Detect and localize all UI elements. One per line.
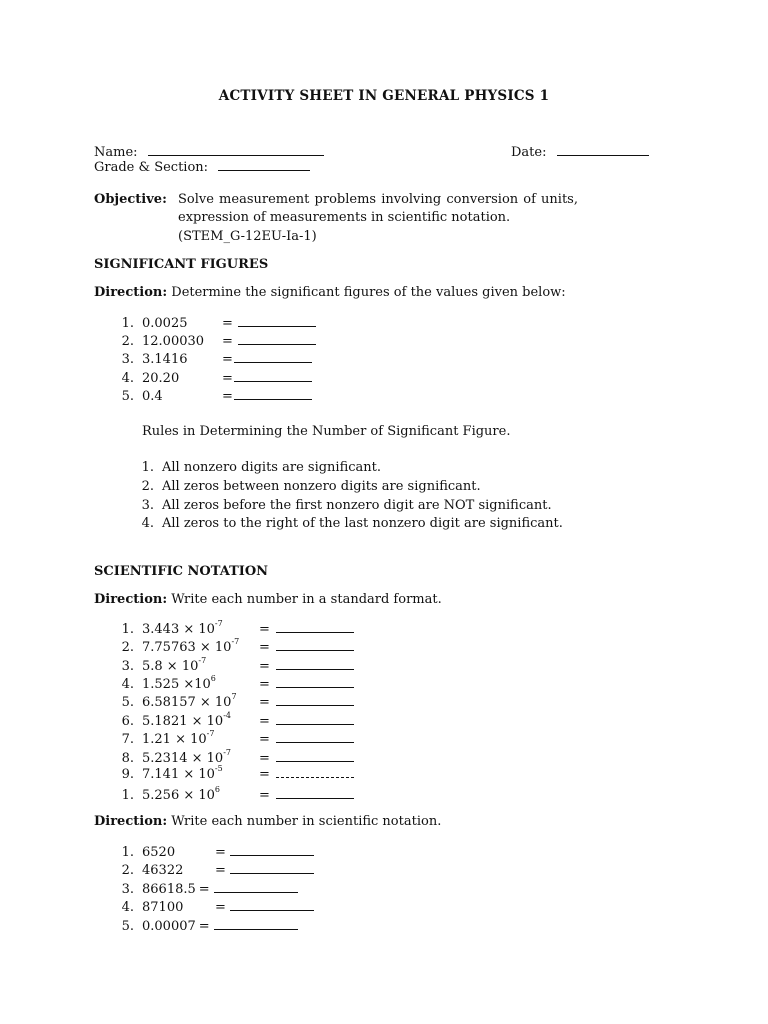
rule-item [134, 479, 481, 495]
mantissa: 5.2314 × 10 [142, 751, 224, 766]
item-value [142, 763, 259, 783]
mantissa: 5.256 × 10 [142, 788, 215, 803]
item-number: 9. [121, 767, 134, 782]
answer-blank[interactable] [276, 712, 354, 725]
item-value [142, 747, 259, 767]
objective-line-1: Solve measurement problems involving conversion of units, [178, 192, 578, 207]
list-item [114, 843, 314, 861]
answer-blank[interactable] [234, 369, 312, 382]
objective-line-2: expression of measurements in scientific notation. [178, 210, 511, 225]
item-value: 0.4 [142, 389, 163, 404]
answer-blank[interactable] [234, 350, 312, 363]
item-number: 1. [121, 788, 134, 803]
item-value [142, 784, 259, 804]
equals-sign: = [198, 882, 210, 897]
list-item [114, 917, 298, 935]
item-value: 20.20 [142, 371, 180, 386]
answer-blank[interactable] [238, 332, 316, 345]
page-title: ACTIVITY SHEET IN GENERAL PHYSICS 1 [218, 88, 550, 104]
list-item [114, 314, 316, 332]
list-item [114, 657, 354, 675]
rule-number: 2. [141, 479, 154, 494]
exponent: -7 [214, 618, 223, 628]
equals-sign: = [222, 352, 233, 367]
objective-label: Objective: [94, 192, 167, 207]
mantissa: 3.443 × 10 [142, 622, 215, 637]
direction-text: Write each number in scientific notation. [171, 814, 442, 829]
answer-blank[interactable] [276, 693, 354, 706]
rule-item [134, 498, 552, 514]
sci-direction-1 [94, 592, 442, 608]
answer-blank[interactable] [234, 387, 312, 400]
answer-blank[interactable] [276, 730, 354, 743]
sci-direction-2 [94, 814, 441, 830]
list-item [114, 620, 354, 638]
grade-label: Grade & Section: [94, 160, 209, 175]
sig-figs-direction [94, 285, 566, 301]
equals-sign: = [259, 732, 270, 747]
answer-blank[interactable] [276, 749, 354, 762]
item-number: 1. [121, 845, 134, 860]
objective-line-3: (STEM_G-12EU-Ia-1) [178, 229, 317, 244]
equals-sign: = [259, 622, 270, 637]
answer-blank[interactable] [276, 786, 354, 799]
equals-sign: = [259, 767, 270, 782]
item-value [142, 728, 259, 748]
item-number: 4. [121, 900, 134, 915]
list-item [114, 675, 354, 693]
equals-sign: = [259, 677, 270, 692]
answer-blank[interactable] [238, 314, 316, 327]
exponent: -7 [206, 728, 215, 738]
answer-blank[interactable] [230, 843, 314, 856]
item-value: 12.00030 [142, 334, 205, 349]
item-value [142, 655, 259, 675]
equals-sign: = [259, 751, 270, 766]
mantissa: 7.141 × 10 [142, 767, 215, 782]
direction-label: Direction: [94, 592, 168, 607]
equals-sign: = [222, 389, 233, 404]
date-blank[interactable] [557, 143, 649, 156]
direction-label: Direction: [94, 814, 168, 829]
list-item [114, 332, 316, 350]
answer-blank[interactable] [276, 675, 354, 688]
exponent: 6 [214, 784, 221, 794]
equals-sign: = [259, 659, 270, 674]
item-value: 46322 [142, 863, 184, 878]
rules-heading: Rules in Determining the Number of Significant Figure. [142, 424, 511, 439]
item-value [142, 636, 259, 656]
answer-blank[interactable] [276, 620, 354, 633]
list-item [114, 369, 312, 387]
answer-blank[interactable] [214, 880, 298, 893]
rule-text: All zeros between nonzero digits are significant. [162, 479, 481, 494]
exponent: -7 [223, 747, 231, 757]
answer-blank[interactable] [230, 898, 314, 911]
rule-item [134, 460, 381, 476]
exponent: -4 [223, 710, 231, 720]
item-number: 5. [121, 389, 134, 404]
item-number: 3. [121, 882, 134, 897]
rule-text: All zeros before the first nonzero digit are NOT significant. [162, 498, 552, 513]
mantissa: 1.525 ×10 [142, 677, 211, 692]
list-item [114, 387, 312, 405]
rule-item [134, 516, 563, 532]
name-blank[interactable] [148, 143, 324, 156]
equals-sign: = [259, 640, 270, 655]
mantissa: 1.21 × 10 [142, 732, 207, 747]
exponent: 6 [210, 673, 216, 683]
item-number: 5. [121, 919, 134, 934]
list-item [114, 638, 354, 656]
item-number: 1. [121, 622, 134, 637]
exponent: -7 [231, 636, 240, 646]
grade-field [94, 158, 310, 176]
answer-blank[interactable] [230, 861, 314, 874]
item-value: 86618.5 [142, 882, 196, 897]
item-value: 3.1416 [142, 352, 188, 367]
item-number: 2. [121, 640, 134, 655]
list-item [114, 763, 354, 783]
mantissa: 6.58157 × 10 [142, 695, 232, 710]
equals-sign: = [222, 334, 233, 349]
equals-sign: = [215, 900, 226, 915]
answer-blank[interactable] [276, 768, 354, 778]
answer-blank[interactable] [276, 638, 354, 651]
list-item [114, 786, 354, 804]
item-number: 8. [121, 751, 134, 766]
equals-sign: = [259, 714, 270, 729]
equals-sign: = [259, 788, 270, 803]
item-number: 6. [121, 714, 134, 729]
item-value [142, 691, 259, 711]
list-item [114, 693, 354, 711]
sci-notation-heading: SCIENTIFIC NOTATION [94, 564, 269, 579]
list-item [114, 350, 312, 368]
equals-sign: = [259, 695, 270, 710]
list-item [114, 880, 298, 898]
answer-blank[interactable] [276, 657, 354, 670]
equals-sign: = [198, 919, 210, 934]
date-label: Date: [511, 145, 547, 160]
item-value [142, 618, 259, 638]
rule-number: 4. [141, 516, 154, 531]
mantissa: 5.8 × 10 [142, 659, 199, 674]
list-item [114, 861, 314, 879]
item-number: 7. [121, 732, 134, 747]
item-number: 3. [121, 352, 134, 367]
grade-blank[interactable] [218, 158, 310, 171]
rule-text: All zeros to the right of the last nonzero digit are significant. [162, 516, 563, 531]
item-number: 2. [121, 334, 134, 349]
item-number: 4. [121, 677, 134, 692]
item-number: 1. [121, 316, 134, 331]
item-value: 0.0025 [142, 316, 188, 331]
exponent: 7 [231, 691, 237, 701]
item-value: 0.00007 [142, 919, 196, 934]
list-item [114, 730, 354, 748]
date-field [511, 143, 649, 161]
rule-number: 1. [141, 460, 154, 475]
list-item [114, 712, 354, 730]
mantissa: 5.1821 × 10 [142, 714, 224, 729]
answer-blank[interactable] [214, 917, 298, 930]
mantissa: 7.75763 × 10 [142, 640, 232, 655]
item-number: 2. [121, 863, 134, 878]
equals-sign: = [215, 863, 226, 878]
item-number: 3. [121, 659, 134, 674]
direction-text: Write each number in a standard format. [171, 592, 442, 607]
item-value [142, 710, 259, 730]
item-value: 87100 [142, 900, 184, 915]
item-number: 5. [121, 695, 134, 710]
item-value [142, 673, 259, 693]
equals-sign: = [215, 845, 226, 860]
list-item [114, 898, 314, 916]
exponent: -5 [214, 763, 223, 773]
direction-text: Determine the significant figures of the values given below: [171, 285, 566, 300]
list-item [114, 749, 354, 767]
sig-figs-heading: SIGNIFICANT FIGURES [94, 257, 269, 272]
exponent: -7 [198, 655, 207, 665]
item-number: 4. [121, 371, 134, 386]
equals-sign: = [222, 371, 233, 386]
item-value: 6520 [142, 845, 176, 860]
rule-number: 3. [141, 498, 154, 513]
rule-text: All nonzero digits are significant. [162, 460, 382, 475]
equals-sign: = [222, 316, 233, 331]
name-label: Name: [94, 145, 138, 160]
direction-label: Direction: [94, 285, 168, 300]
